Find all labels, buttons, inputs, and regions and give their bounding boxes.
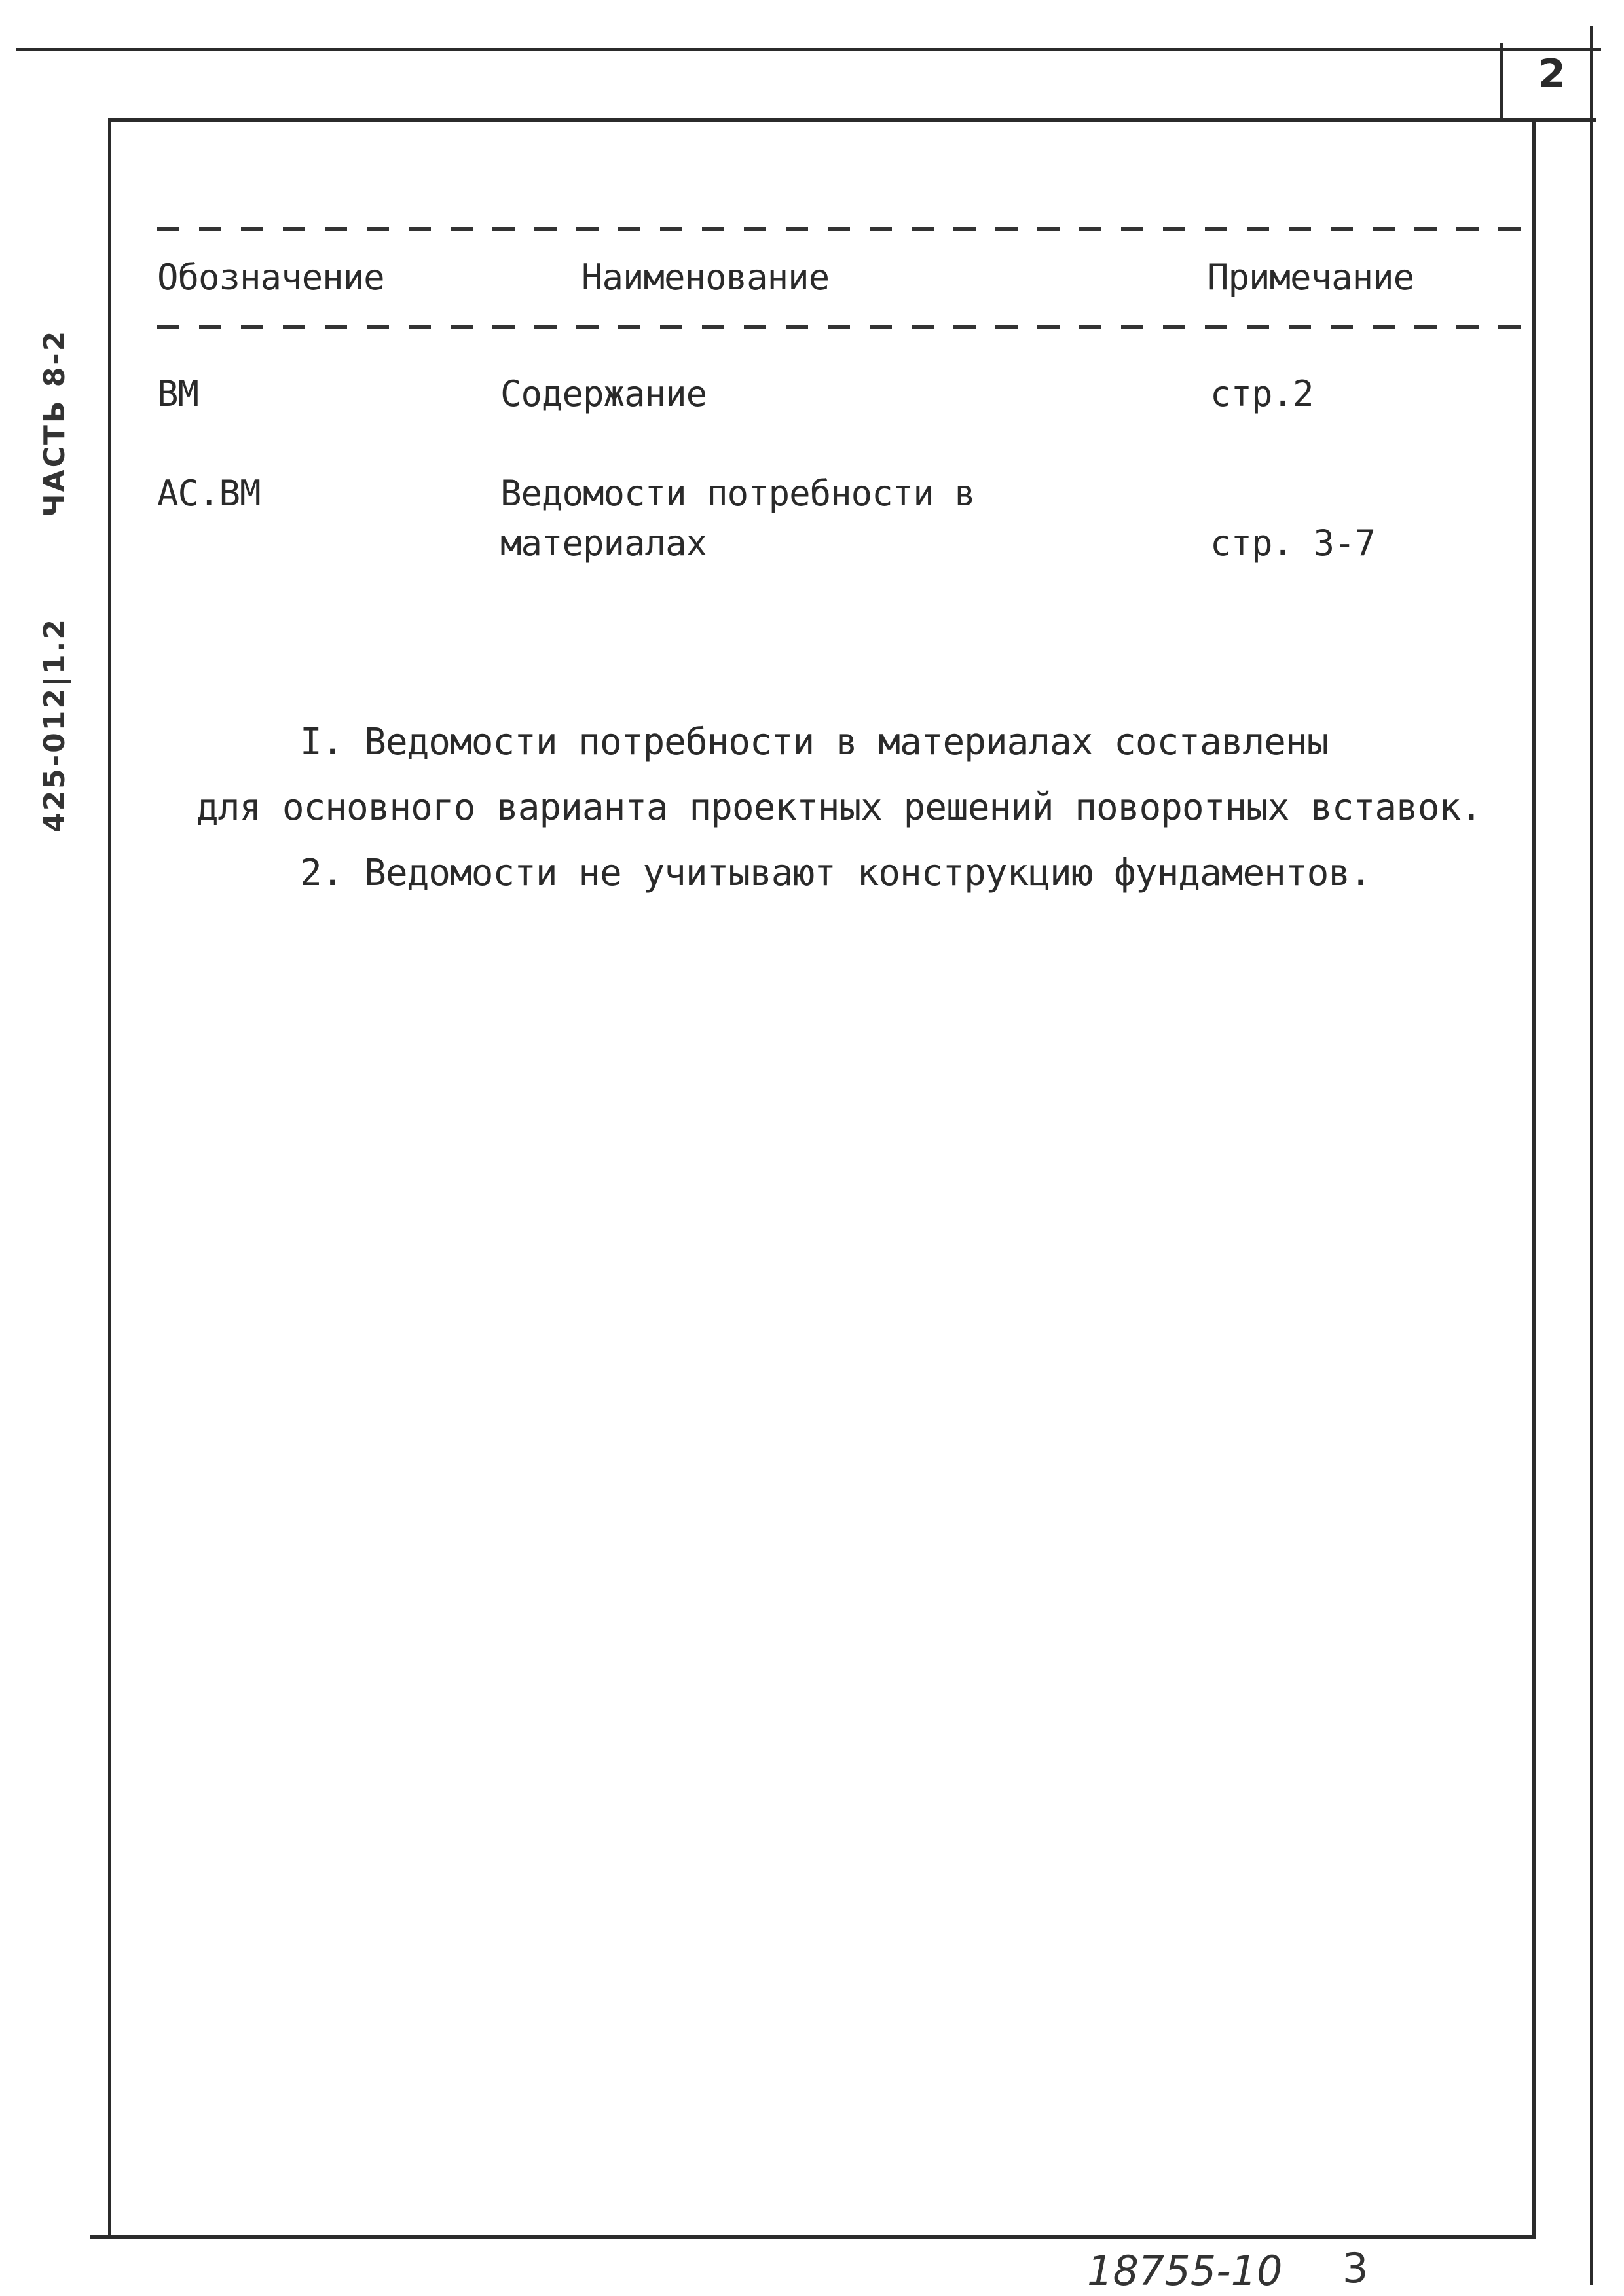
page-number: 3 xyxy=(1342,2244,1369,2292)
header-bottom-dashed-rule xyxy=(157,325,1521,329)
note-line-3: 2. Ведомости не учитывают конструкцию фундаментов. xyxy=(300,852,1371,894)
header-note: Примечание xyxy=(1208,257,1414,298)
inventory-number: 18755-10 xyxy=(1087,2247,1283,2295)
side-stamp-part: ЧАСТЬ 8-2 xyxy=(38,329,71,517)
frame-right-line xyxy=(1532,118,1536,2238)
header-designation: Обозначение xyxy=(157,257,384,298)
frame-top-line xyxy=(110,118,1596,122)
header-top-dashed-rule xyxy=(157,227,1521,231)
frame-bottom-line xyxy=(90,2235,1536,2239)
side-stamp-code: 425-012|1.2 xyxy=(38,617,71,833)
sheet-number: 2 xyxy=(1538,51,1566,97)
row-designation: ВМ xyxy=(157,373,199,414)
note-line-2: для основного варианта проектных решений поворотных вставок. xyxy=(196,786,1482,829)
row-name: Содержание xyxy=(500,373,707,414)
outer-right-line xyxy=(1590,26,1593,2285)
header-name: Наименование xyxy=(581,257,830,298)
top-edge-line xyxy=(16,48,1601,51)
sheet-box-left-line xyxy=(1500,43,1503,120)
row-note: стр. 3-7 xyxy=(1210,522,1376,564)
frame-left-line xyxy=(108,118,111,2238)
row-note: стр.2 xyxy=(1210,373,1314,414)
note-line-1: I. Ведомости потребности в материалах составлены xyxy=(300,721,1329,763)
row-designation: АС.ВМ xyxy=(157,473,261,514)
row-name: Ведомости потребности в xyxy=(500,473,975,514)
row-name-continued: материалах xyxy=(500,522,707,564)
